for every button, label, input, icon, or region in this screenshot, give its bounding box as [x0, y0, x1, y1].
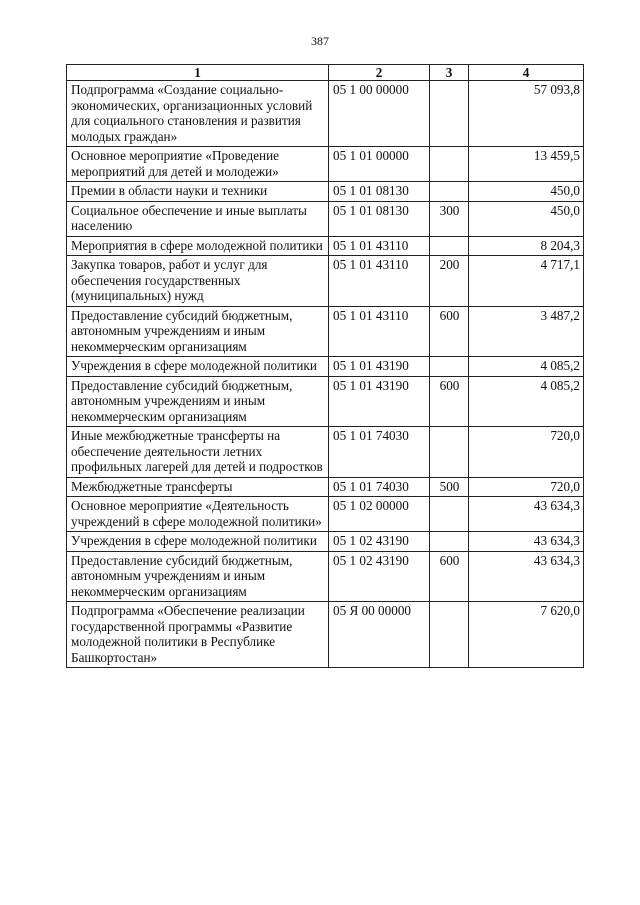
table-row [67, 532, 584, 552]
row-expense-type: 600 [430, 551, 469, 602]
header-col-3: 3 [430, 65, 469, 81]
table-row [67, 602, 584, 668]
row-name: Предоставление субсидий бюджетным, автономным учреждениям и иным некоммерческим организациям [67, 551, 329, 602]
row-code: 05 1 01 08130 [329, 182, 430, 202]
table-row [67, 551, 584, 602]
row-amount: 720,0 [469, 477, 584, 497]
row-expense-type [430, 236, 469, 256]
row-expense-type [430, 497, 469, 532]
row-amount: 3 487,2 [469, 306, 584, 357]
row-code: 05 1 01 00000 [329, 147, 430, 182]
row-expense-type [430, 602, 469, 668]
header-col-2: 2 [329, 65, 430, 81]
table-row [67, 236, 584, 256]
row-name: Учреждения в сфере молодежной политики [67, 357, 329, 377]
budget-table [66, 64, 584, 668]
row-code: 05 Я 00 00000 [329, 602, 430, 668]
row-name: Основное мероприятие «Деятельность учреждений в сфере молодежной политики» [67, 497, 329, 532]
table-row [67, 357, 584, 377]
table-row [67, 477, 584, 497]
row-code: 05 1 01 74030 [329, 427, 430, 478]
row-amount: 13 459,5 [469, 147, 584, 182]
row-name: Мероприятия в сфере молодежной политики [67, 236, 329, 256]
table-row [67, 182, 584, 202]
row-amount: 7 620,0 [469, 602, 584, 668]
row-expense-type: 200 [430, 256, 469, 307]
table-row [67, 81, 584, 147]
table-row [67, 147, 584, 182]
table-row [67, 306, 584, 357]
row-name: Премии в области науки и техники [67, 182, 329, 202]
row-amount: 43 634,3 [469, 551, 584, 602]
row-name: Социальное обеспечение и иные выплаты населению [67, 201, 329, 236]
row-code: 05 1 01 74030 [329, 477, 430, 497]
row-name: Основное мероприятие «Проведение мероприятий для детей и молодежи» [67, 147, 329, 182]
row-expense-type [430, 147, 469, 182]
row-name: Закупка товаров, работ и услуг для обеспечения государственных (муниципальных) нужд [67, 256, 329, 307]
row-amount: 4 085,2 [469, 376, 584, 427]
header-col-4: 4 [469, 65, 584, 81]
row-amount: 8 204,3 [469, 236, 584, 256]
row-name: Подпрограмма «Создание социально-экономических, организационных условий для социального становления и развития молодых граждан» [67, 81, 329, 147]
table-row [67, 497, 584, 532]
row-expense-type [430, 357, 469, 377]
table-row [67, 427, 584, 478]
row-name: Межбюджетные трансферты [67, 477, 329, 497]
row-expense-type [430, 182, 469, 202]
row-code: 05 1 02 43190 [329, 551, 430, 602]
row-code: 05 1 02 00000 [329, 497, 430, 532]
table-row [67, 201, 584, 236]
row-name: Иные межбюджетные трансферты на обеспечение деятельности летних профильных лагерей для детей и подростков [67, 427, 329, 478]
row-code: 05 1 01 43190 [329, 376, 430, 427]
row-amount: 4 717,1 [469, 256, 584, 307]
row-expense-type [430, 81, 469, 147]
row-amount: 450,0 [469, 201, 584, 236]
row-code: 05 1 01 43110 [329, 236, 430, 256]
row-amount: 450,0 [469, 182, 584, 202]
row-code: 05 1 01 08130 [329, 201, 430, 236]
row-name: Предоставление субсидий бюджетным, автономным учреждениям и иным некоммерческим организациям [67, 306, 329, 357]
header-col-1: 1 [67, 65, 329, 81]
table-header-row [67, 65, 584, 81]
row-code: 05 1 01 43110 [329, 306, 430, 357]
row-code: 05 1 00 00000 [329, 81, 430, 147]
row-expense-type [430, 532, 469, 552]
row-code: 05 1 02 43190 [329, 532, 430, 552]
row-amount: 43 634,3 [469, 497, 584, 532]
row-expense-type [430, 427, 469, 478]
row-name: Учреждения в сфере молодежной политики [67, 532, 329, 552]
row-amount: 720,0 [469, 427, 584, 478]
row-expense-type: 500 [430, 477, 469, 497]
page-number: 387 [311, 34, 329, 48]
row-amount: 57 093,8 [469, 81, 584, 147]
row-expense-type: 300 [430, 201, 469, 236]
row-code: 05 1 01 43110 [329, 256, 430, 307]
row-code: 05 1 01 43190 [329, 357, 430, 377]
table-row [67, 256, 584, 307]
row-amount: 43 634,3 [469, 532, 584, 552]
row-amount: 4 085,2 [469, 357, 584, 377]
row-name: Подпрограмма «Обеспечение реализации государственной программы «Развитие молодежной политики в Республике Башкортостан» [67, 602, 329, 668]
row-expense-type: 600 [430, 376, 469, 427]
table-row [67, 376, 584, 427]
row-name: Предоставление субсидий бюджетным, автономным учреждениям и иным некоммерческим организациям [67, 376, 329, 427]
row-expense-type: 600 [430, 306, 469, 357]
